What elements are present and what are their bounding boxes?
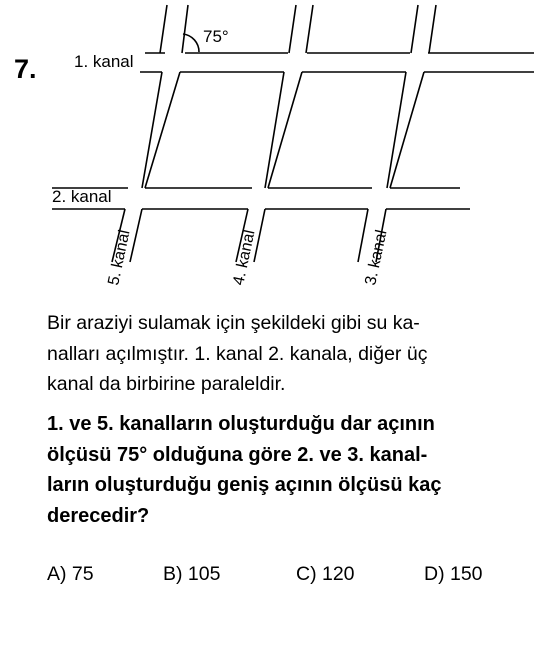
- canal5-edge: [145, 72, 180, 188]
- canal-figure: [0, 0, 534, 300]
- canal3-edge: [387, 72, 406, 188]
- canal5-label: 5. kanal: [105, 228, 134, 287]
- canal3-edge: [390, 72, 424, 188]
- choice-b[interactable]: B) 105: [163, 563, 221, 585]
- canal4-edge: [306, 5, 313, 53]
- canal4-label: 4. kanal: [230, 228, 259, 287]
- paragraph-line: nalları açılmıştır. 1. kanal 2. kanala, diğer üç: [47, 342, 428, 365]
- choice-a[interactable]: A) 75: [47, 563, 94, 585]
- prompt-line: derecedir?: [47, 504, 150, 527]
- canal1-label: 1. kanal: [74, 52, 134, 71]
- canal3-label: 3. kanal: [362, 228, 391, 287]
- canal5-edge: [160, 5, 167, 53]
- canal3-edge: [429, 5, 436, 53]
- canal4-edge: [289, 5, 296, 53]
- canal3-edge: [358, 209, 368, 262]
- canal5-edge: [182, 5, 188, 53]
- canal2-label: 2. kanal: [52, 187, 112, 206]
- canal4-edge: [265, 72, 284, 188]
- choice-d[interactable]: D) 150: [424, 563, 483, 585]
- paragraph-line: Bir araziyi sulamak için şekildeki gibi su ka-: [47, 312, 420, 334]
- answer-choices: [0, 563, 534, 593]
- question-number: 7.: [14, 54, 37, 84]
- angle-label: 75°: [203, 27, 229, 46]
- paragraph-line: kanal da birbirine paraleldir.: [47, 373, 286, 395]
- canal3-edge: [411, 5, 418, 53]
- canal5-edge: [142, 72, 162, 188]
- question-paragraph: [47, 308, 507, 400]
- question-prompt: [47, 409, 517, 531]
- angle-arc: [183, 34, 199, 52]
- choice-c[interactable]: C) 120: [296, 563, 355, 585]
- prompt-line: 1. ve 5. kanalların oluşturduğu dar açının: [47, 413, 435, 435]
- prompt-line: ölçüsü 75° olduğuna göre 2. ve 3. kanal-: [47, 443, 428, 466]
- canal4-edge: [268, 72, 302, 188]
- prompt-line: ların oluşturduğu geniş açının ölçüsü kaç: [47, 474, 442, 496]
